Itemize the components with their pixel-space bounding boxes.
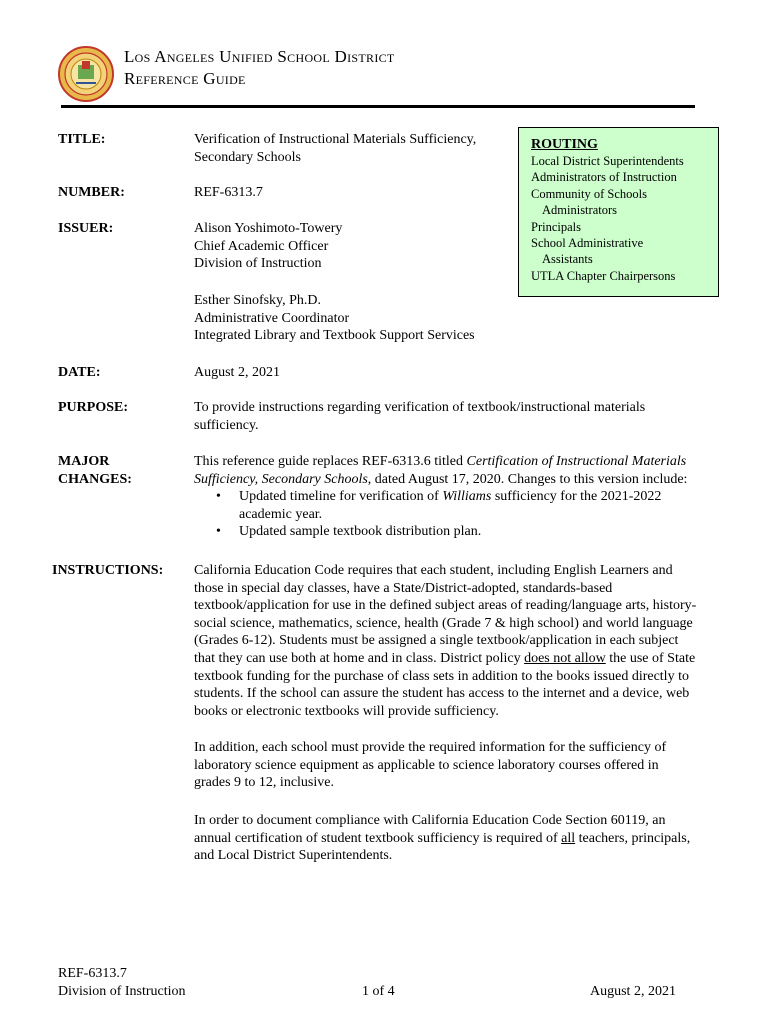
purpose-value: To provide instructions regarding verification of textbook/instructional materials sufficiency. [194, 400, 646, 433]
routing-item: Principals [531, 219, 581, 234]
routing-item: Administrators of Instruction [531, 170, 677, 185]
routing-item: School Administrative [531, 236, 644, 251]
major-changes-value: This reference guide replaces REF-6313.6 titled Certification of Instructional Materials Sufficiency, Secondary Schools, dated August 17, 2020. Changes to this version include: • Updated timeline for verification of Williams sufficiency for the 2021-2022 academic year. • Updated sample textbook distribution plan. [194, 453, 687, 541]
date-value: August 2, 2021 [194, 365, 280, 380]
instructions-paragraph-1: California Education Code requires that each student, including English Learners and those in special day classes, have a State/District-adopted, standards-based textbook/application for use in the defined subject areas of reading/language arts, history- social science, mathematics, science, health (Grade 7 & high school) and world language (Grades 6-12). Students must be assigned a single textbook/application in each subject that they can use both at home and in class. District policy does not allow the use of State textbook funding for the purchase of class sets in addition to the books issued directly to students. If the school can assure the student has access to the internet and a device, web books or electronic textbooks will provide sufficiency. [194, 563, 697, 719]
date-label: DATE: [58, 365, 101, 380]
issuer-value: Alison Yoshimoto-Towery Chief Academic Officer Division of Instruction [194, 221, 343, 271]
routing-box [518, 127, 719, 297]
routing-item: Assistants [542, 252, 593, 267]
routing-item: Local District Superintendents [531, 154, 684, 168]
routing-item: Community of Schools [531, 186, 647, 201]
district-name: Los Angeles Unified School District [124, 47, 395, 66]
routing-item: UTLA Chapter Chairpersons [531, 268, 676, 283]
footer-doc-info [58, 965, 186, 1000]
footer-doc-number: REF-6313.7 [58, 966, 127, 981]
header-divider [61, 105, 695, 108]
major-changes-label: MAJOR CHANGES: [58, 454, 132, 487]
instructions-paragraph-3: In order to document compliance with California Education Code Section 60119, an annual certification of student textbook sufficiency is required of all teachers, principals, and Local District Superintendents. [194, 813, 691, 864]
list-item: • Updated timeline for verification of Williams sufficiency for the 2021-2022 academic year. [194, 488, 687, 523]
footer-date: August 2, 2021 [590, 984, 676, 999]
title-label: TITLE: [58, 132, 106, 147]
purpose-label: PURPOSE: [58, 400, 128, 415]
footer-page-number: 1 of 4 [362, 984, 395, 999]
footer-division: Division of Instruction [58, 983, 186, 999]
instructions-label: INSTRUCTIONS: [52, 563, 164, 578]
issuer-secondary: Esther Sinofsky, Ph.D. Administrative Coordinator Integrated Library and Textbook Support Services [194, 293, 475, 343]
instructions-paragraph-2: In addition, each school must provide the required information for the sufficiency of laboratory science equipment as applicable to science laboratory courses offered in grades 9 to 12, inclusive. [194, 740, 667, 791]
routing-title: ROUTING [531, 137, 598, 152]
routing-item: Administrators [542, 203, 617, 218]
title-value: Verification of Instructional Materials Sufficiency, Secondary Schools [194, 132, 477, 165]
document-type: Reference Guide [124, 69, 246, 88]
list-item: • Updated sample textbook distribution plan. [194, 523, 687, 541]
number-label: NUMBER: [58, 185, 125, 200]
issuer-label: ISSUER: [58, 221, 114, 236]
changes-list [194, 488, 687, 541]
district-seal-logo [58, 45, 114, 103]
number-value: REF-6313.7 [194, 185, 263, 200]
